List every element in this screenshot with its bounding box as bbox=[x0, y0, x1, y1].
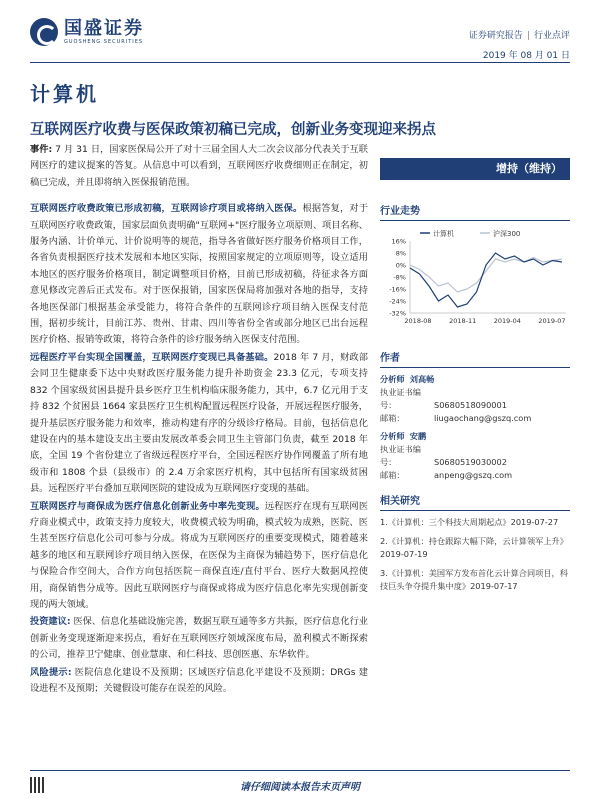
analyst-email[interactable]: anpeng@gszq.com bbox=[434, 470, 513, 480]
paragraph-commercial: 互联网医疗与商保成为医疗信息化创新业务中率先变现。远程医疗在现有互联网医疗商业模式中，政策支持力度较大，收费模式较为明确，模式较为成熟，医院、医生甚至医疗信息化公司可参与分成。将成为互联网医疗的重要变现模式，随着越来越多的地区和互联网诊疗项目纳入医保，在医保为主商保为辅趋势下，医疗信息化与保险合作空间大，合作方向包括医院－商保直连/直付平台、医疗大数据风控使用，商保销售分成等。因此互联网医疗与商保或将成为医疗信息化率先实现创新变现的两大领域。 bbox=[30, 500, 369, 610]
company-logo bbox=[30, 18, 144, 46]
x-tick-label: 2019-04 bbox=[493, 317, 521, 325]
y-tick-label: 0% bbox=[395, 261, 406, 270]
analyst-name: 刘高畅 bbox=[409, 374, 435, 384]
paragraph-risk: 风险提示: 医院信息化建设不及预期；区域医疗信息化平建设不及预期；DRGs 建设进程不及预期；关键假设可能存在误差的风险。 bbox=[30, 666, 368, 694]
related-item[interactable]: 3.《计算机：美国军方发布首化云计算合同项目，科技巨头争夺提升集中度》2019-07-17 bbox=[380, 567, 568, 591]
analyst-1: 分析师 刘高畅 执业证书编号： S0680518090001 邮箱： liugaochang@gszq.com bbox=[380, 374, 532, 423]
paragraph-remote: 远程医疗平台实现全国覆盖，互联网医疗变现已具备基础。2018 年 7 月，财政部会同卫生健康委下达中央财政医疗服务能力提升补助资金 23.3 亿元，专项支持 832 个国家级贫困县提升县乡医疗卫生机构临床服务能力，其中，6.7 亿元用于支持 832 个贫困县 1664 家县医疗卫生机构配置远程医疗设备，开展远程医疗服务，提升基层医疗服务能力和效率，推动构建有序的分级诊疗格局。目前，包括信息化建设在内的基本建设支出主要由发展改革委会同卫生主管部门负责，截至 2018 年底，全国 19 个省份建立了省级远程医疗平台，全国远程医疗协作网覆盖了所有地级市和 1808 个县（县级市）的 2.4 万余家医疗机构，其中包括所有国家级贫困县。远程医疗平台叠加互联网医院的建设成为互联网医疗变现的基础。 bbox=[30, 351, 368, 495]
y-tick-label: 8% bbox=[395, 249, 406, 258]
paragraph-event: 事件: 7 月 31 日，国家医保局公开了对十三届全国人大二次会议部分代表关于互联网医疗的建议提案的答复。从信息中可以看到，互联网医疗收费细则正在制定，初稿已完成，并且即将纳入医保报销范围。 bbox=[30, 144, 368, 188]
trend-chart-svg bbox=[380, 227, 570, 327]
y-tick-label: -24% bbox=[389, 297, 406, 306]
x-tick-label: 2018-08 bbox=[404, 317, 432, 325]
legend-label: 计算机 bbox=[433, 230, 454, 238]
paragraph-policy: 互联网医疗收费政策已形成初稿，互联网诊疗项目或将纳入医保。根据答复，对于互联网医疗收费政策，国家层面负责明确"互联网+"医疗服务立项原则、项目名称、服务内涵、计价单元、计价说明等的规范，指导各省做好医疗服务价格项目工作，各省负责根据医疗技术发展和本地区实际，按照国家规定的立项原则等，设立适用本地区的医疗服务价格项目，制定调整项目价格，目前已形成初稿，待征求各方面意见修改完善后正式发布。对于医保报销，国家医保局将加强对各地的指导，支持各地医保部门根据基金承受能力，将符合条件的互联网诊疗项目纳入医保支付范围，据初步统计，目前江苏、贵州、甘肃、四川等省份全省或部分地区已出台远程医疗价格、报销等政策，将符合条件的诊疗服务纳入医保支付范围。 bbox=[30, 203, 369, 346]
header-divider bbox=[30, 62, 570, 63]
sidebar bbox=[380, 158, 570, 599]
report-type: 证券研究报告 | 行业点评 bbox=[468, 31, 570, 41]
report-type-label: 证券研究报告 bbox=[468, 31, 523, 41]
report-header bbox=[30, 18, 570, 68]
main-body bbox=[30, 142, 368, 698]
footer-divider bbox=[30, 770, 570, 771]
related-item[interactable]: 2.《计算机：持仓跟踪大幅下降，云计算领军上升》2019-07-19 bbox=[380, 535, 568, 559]
analyst-name: 安鹏 bbox=[409, 431, 427, 441]
logo-icon bbox=[30, 18, 58, 46]
y-tick-label: 16% bbox=[391, 237, 406, 246]
y-tick-label: -32% bbox=[389, 309, 406, 318]
logo-english: GUOSHENG SECURITIES bbox=[64, 39, 144, 45]
x-tick-label: 2018-11 bbox=[449, 317, 477, 325]
trend-chart bbox=[380, 227, 570, 327]
analyst-cert: S0680518090001 bbox=[434, 400, 507, 410]
report-title: 互联网医疗收费与医保政策初稿已完成，创新业务变现迎来拐点 bbox=[30, 122, 436, 138]
analyst-role: 分析师 bbox=[380, 374, 405, 384]
related-list bbox=[380, 516, 570, 594]
analyst-email[interactable]: liugaochang@gszq.com bbox=[434, 413, 532, 423]
analyst-role: 分析师 bbox=[380, 431, 405, 441]
legend-label: 沪深300 bbox=[493, 230, 521, 238]
rating-badge: 增持（维持） bbox=[380, 158, 570, 180]
author-heading: 作者 bbox=[380, 349, 570, 368]
sector-title: 计算机 bbox=[30, 82, 99, 106]
analyst-cert: S0680519030002 bbox=[434, 457, 507, 467]
paragraph-investment: 投资建议: 医保、信息化基础设施完善，数据互联互通等多方共振，医疗信息化行业创新业务变现逐渐迎来拐点，看好在互联网医疗领域深度布局，盈利模式不断探索的公司，推荐卫宁健康、创业慧康、和仁科技、思创医惠、东华软件。 bbox=[30, 616, 368, 661]
report-date: 2019 年 08 月 01 日 bbox=[482, 51, 570, 61]
y-tick-label: -16% bbox=[389, 285, 406, 294]
y-tick-label: -8% bbox=[393, 273, 406, 282]
logo-name: 国盛证券 bbox=[64, 18, 144, 39]
footer-disclaimer: 请仔细阅读本报告末页声明 bbox=[240, 782, 360, 793]
trend-heading: 行业走势 bbox=[380, 202, 570, 221]
related-heading: 相关研究 bbox=[380, 492, 570, 511]
related-item[interactable]: 1.《计算机：三个科技大周期起点》2019-07-27 bbox=[380, 517, 559, 527]
report-subtype-label: 行业点评 bbox=[533, 31, 570, 41]
x-tick-label: 2019-07 bbox=[538, 317, 566, 325]
analyst-2: 分析师 安鹏 执业证书编号： S0680519030002 邮箱： anpeng@gszq.com bbox=[380, 431, 513, 480]
